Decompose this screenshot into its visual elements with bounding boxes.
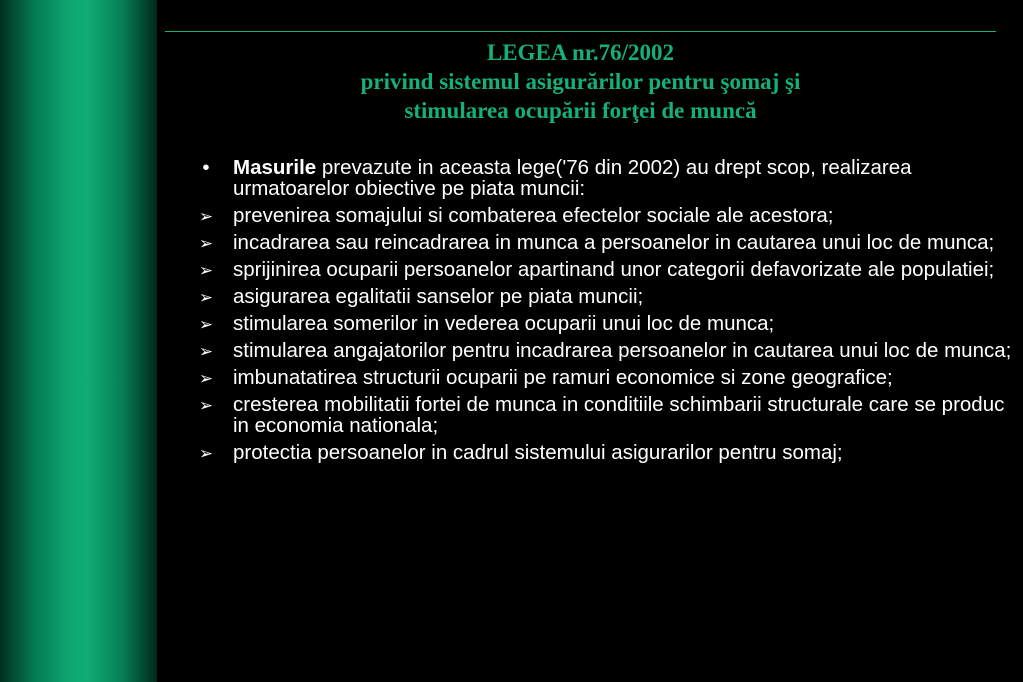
list-item-text: imbunatatirea structurii ocuparii pe ramuri economice si zone geografice; [233, 366, 893, 389]
arrow-bullet-icon: ➢ [198, 315, 214, 334]
side-gradient-band [0, 0, 157, 682]
list-item [196, 205, 1016, 226]
list-item-text: asigurarea egalitatii sanselor pe piata muncii; [233, 285, 644, 308]
arrow-bullet-icon: ➢ [198, 207, 214, 226]
list-item-text: protectia persoanelor in cadrul sistemului asigurarilor pentru somaj; [233, 441, 843, 464]
intro-text: prevazute in aceasta lege('76 din 2002) au drept scop, realizarea urmatoarelor obiective pe piata muncii: [233, 156, 912, 200]
slide-title [138, 38, 1023, 125]
title-divider-line [165, 31, 996, 32]
arrow-bullet-icon: ➢ [198, 234, 214, 253]
list-item [196, 313, 1016, 334]
arrow-bullet-icon: ➢ [198, 369, 214, 388]
list-item-text: incadrarea sau reincadrarea in munca a persoanelor in cautarea unui loc de munca; [233, 231, 995, 254]
intro-item [196, 157, 1016, 199]
intro-lead: Masurile [233, 156, 317, 179]
arrow-bullet-icon: ➢ [198, 261, 214, 280]
list-item [196, 394, 1016, 436]
list-item-text: sprijinirea ocuparii persoanelor apartinand unor categorii defavorizate ale populatiei; [233, 258, 995, 281]
list-item-text: stimularea angajatorilor pentru incadrarea persoanelor in cautarea unui loc de munca; [233, 339, 1012, 362]
arrow-bullet-icon: ➢ [198, 342, 214, 361]
title-line-2: privind sistemul asigurărilor pentru şomaj şi [360, 69, 801, 94]
title-line-1: LEGEA nr.76/2002 [486, 40, 675, 65]
arrow-bullet-icon: ➢ [198, 444, 214, 463]
title-line-3: stimularea ocupării forţei de muncă [404, 98, 757, 123]
list-item [196, 367, 1016, 388]
list-item-text: prevenirea somajului si combaterea efectelor sociale ale acestora; [233, 204, 834, 227]
list-item-text: cresterea mobilitatii fortei de munca in conditiile schimbarii structurale care se produc in economia nationala; [233, 393, 1005, 437]
list-item [196, 340, 1016, 361]
bullet-list [196, 157, 1016, 469]
list-item [196, 232, 1016, 253]
arrow-bullet-icon: ➢ [198, 288, 214, 307]
list-item-text: stimularea somerilor in vederea ocuparii unui loc de munca; [233, 312, 775, 335]
list-item [196, 259, 1016, 280]
list-item [196, 442, 1016, 463]
bullet-dot-icon: • [202, 156, 210, 179]
arrow-bullet-icon: ➢ [198, 396, 214, 415]
list-item [196, 286, 1016, 307]
